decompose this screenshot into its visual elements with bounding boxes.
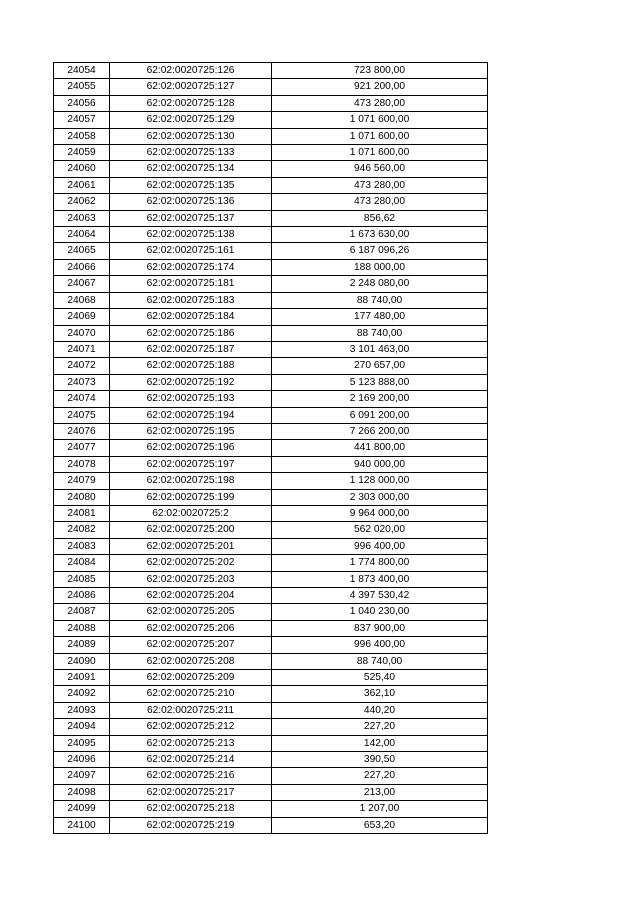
row-number-cell: 24094	[54, 719, 110, 735]
cadastral-number-cell: 62:02:0020725:209	[110, 670, 272, 686]
cadastral-number-cell: 62:02:0020725:183	[110, 292, 272, 308]
cadastral-number-cell: 62:02:0020725:214	[110, 752, 272, 768]
cadastral-value-cell: 5 123 888,00	[272, 374, 488, 390]
row-number-cell: 24056	[54, 95, 110, 111]
cadastral-value-cell: 723 800,00	[272, 63, 488, 79]
cadastral-value-cell: 270 657,00	[272, 358, 488, 374]
cadastral-number-cell: 62:02:0020725:204	[110, 588, 272, 604]
cadastral-number-cell: 62:02:0020725:202	[110, 555, 272, 571]
cadastral-number-cell: 62:02:0020725:126	[110, 63, 272, 79]
cadastral-number-cell: 62:02:0020725:133	[110, 145, 272, 161]
row-number-cell: 24095	[54, 735, 110, 751]
row-number-cell: 24074	[54, 391, 110, 407]
cadastral-number-cell: 62:02:0020725:210	[110, 686, 272, 702]
row-number-cell: 24069	[54, 309, 110, 325]
table-row	[54, 670, 488, 686]
cadastral-value-cell: 390,50	[272, 752, 488, 768]
cadastral-number-cell: 62:02:0020725:211	[110, 702, 272, 718]
row-number-cell: 24054	[54, 63, 110, 79]
row-number-cell: 24057	[54, 112, 110, 128]
row-number-cell: 24072	[54, 358, 110, 374]
table-body	[54, 63, 488, 834]
table-row	[54, 735, 488, 751]
cadastral-value-cell: 473 280,00	[272, 194, 488, 210]
table-row	[54, 620, 488, 636]
row-number-cell: 24058	[54, 128, 110, 144]
table-row	[54, 210, 488, 226]
row-number-cell: 24085	[54, 571, 110, 587]
table-row	[54, 588, 488, 604]
row-number-cell: 24087	[54, 604, 110, 620]
row-number-cell: 24090	[54, 653, 110, 669]
cadastral-number-cell: 62:02:0020725:207	[110, 637, 272, 653]
cadastral-number-cell: 62:02:0020725:199	[110, 489, 272, 505]
table-row	[54, 456, 488, 472]
table-row	[54, 407, 488, 423]
cadastral-value-table	[53, 62, 488, 834]
table-row	[54, 604, 488, 620]
table-row	[54, 801, 488, 817]
row-number-cell: 24092	[54, 686, 110, 702]
table-row	[54, 817, 488, 833]
cadastral-number-cell: 62:02:0020725:187	[110, 341, 272, 357]
cadastral-number-cell: 62:02:0020725:161	[110, 243, 272, 259]
row-number-cell: 24097	[54, 768, 110, 784]
row-number-cell: 24079	[54, 473, 110, 489]
table-row	[54, 719, 488, 735]
table-row	[54, 637, 488, 653]
cadastral-number-cell: 62:02:0020725:206	[110, 620, 272, 636]
cadastral-value-cell: 440,20	[272, 702, 488, 718]
cadastral-number-cell: 62:02:0020725:200	[110, 522, 272, 538]
cadastral-number-cell: 62:02:0020725:127	[110, 79, 272, 95]
cadastral-number-cell: 62:02:0020725:194	[110, 407, 272, 423]
cadastral-number-cell: 62:02:0020725:212	[110, 719, 272, 735]
cadastral-value-cell: 996 400,00	[272, 637, 488, 653]
row-number-cell: 24098	[54, 784, 110, 800]
cadastral-number-cell: 62:02:0020725:198	[110, 473, 272, 489]
cadastral-value-cell: 9 964 000,00	[272, 505, 488, 521]
row-number-cell: 24059	[54, 145, 110, 161]
table-row	[54, 473, 488, 489]
table-row	[54, 752, 488, 768]
table-row	[54, 95, 488, 111]
cadastral-number-cell: 62:02:0020725:205	[110, 604, 272, 620]
cadastral-value-cell: 2 169 200,00	[272, 391, 488, 407]
row-number-cell: 24099	[54, 801, 110, 817]
table-row	[54, 161, 488, 177]
row-number-cell: 24065	[54, 243, 110, 259]
cadastral-number-cell: 62:02:0020725:130	[110, 128, 272, 144]
cadastral-value-cell: 3 101 463,00	[272, 341, 488, 357]
table-row	[54, 177, 488, 193]
cadastral-value-cell: 473 280,00	[272, 177, 488, 193]
cadastral-value-cell: 946 560,00	[272, 161, 488, 177]
cadastral-number-cell: 62:02:0020725:134	[110, 161, 272, 177]
table-row	[54, 768, 488, 784]
cadastral-value-cell: 921 200,00	[272, 79, 488, 95]
table-row	[54, 227, 488, 243]
cadastral-number-cell: 62:02:0020725:201	[110, 538, 272, 554]
cadastral-number-cell: 62:02:0020725:219	[110, 817, 272, 833]
cadastral-value-cell: 996 400,00	[272, 538, 488, 554]
cadastral-value-cell: 227,20	[272, 768, 488, 784]
row-number-cell: 24086	[54, 588, 110, 604]
row-number-cell: 24055	[54, 79, 110, 95]
row-number-cell: 24067	[54, 276, 110, 292]
cadastral-value-cell: 562 020,00	[272, 522, 488, 538]
cadastral-value-cell: 940 000,00	[272, 456, 488, 472]
cadastral-value-cell: 2 248 080,00	[272, 276, 488, 292]
row-number-cell: 24077	[54, 440, 110, 456]
row-number-cell: 24082	[54, 522, 110, 538]
row-number-cell: 24093	[54, 702, 110, 718]
table-row	[54, 784, 488, 800]
row-number-cell: 24091	[54, 670, 110, 686]
row-number-cell: 24089	[54, 637, 110, 653]
row-number-cell: 24096	[54, 752, 110, 768]
cadastral-value-cell: 4 397 530,42	[272, 588, 488, 604]
table-row	[54, 292, 488, 308]
row-number-cell: 24073	[54, 374, 110, 390]
cadastral-value-cell: 6 091 200,00	[272, 407, 488, 423]
cadastral-value-cell: 142,00	[272, 735, 488, 751]
row-number-cell: 24061	[54, 177, 110, 193]
cadastral-value-cell: 6 187 096,26	[272, 243, 488, 259]
row-number-cell: 24068	[54, 292, 110, 308]
table-row	[54, 259, 488, 275]
cadastral-value-cell: 1 071 600,00	[272, 145, 488, 161]
cadastral-value-cell: 856,62	[272, 210, 488, 226]
cadastral-value-cell: 1 207,00	[272, 801, 488, 817]
cadastral-number-cell: 62:02:0020725:213	[110, 735, 272, 751]
table-row	[54, 325, 488, 341]
cadastral-value-cell: 88 740,00	[272, 325, 488, 341]
table-row	[54, 555, 488, 571]
row-number-cell: 24060	[54, 161, 110, 177]
table-row	[54, 341, 488, 357]
cadastral-value-cell: 177 480,00	[272, 309, 488, 325]
table-row	[54, 79, 488, 95]
cadastral-number-cell: 62:02:0020725:184	[110, 309, 272, 325]
table-row	[54, 63, 488, 79]
cadastral-number-cell: 62:02:0020725:216	[110, 768, 272, 784]
row-number-cell: 24071	[54, 341, 110, 357]
cadastral-value-cell: 653,20	[272, 817, 488, 833]
table-row	[54, 702, 488, 718]
cadastral-number-cell: 62:02:0020725:135	[110, 177, 272, 193]
cadastral-value-cell: 213,00	[272, 784, 488, 800]
cadastral-value-cell: 441 800,00	[272, 440, 488, 456]
table-row	[54, 128, 488, 144]
row-number-cell: 24080	[54, 489, 110, 505]
row-number-cell: 24076	[54, 423, 110, 439]
table-row	[54, 538, 488, 554]
table-row	[54, 358, 488, 374]
cadastral-number-cell: 62:02:0020725:192	[110, 374, 272, 390]
cadastral-value-cell: 1 673 630,00	[272, 227, 488, 243]
row-number-cell: 24064	[54, 227, 110, 243]
table-row	[54, 686, 488, 702]
cadastral-number-cell: 62:02:0020725:128	[110, 95, 272, 111]
cadastral-value-cell: 1 128 000,00	[272, 473, 488, 489]
cadastral-value-cell: 362,10	[272, 686, 488, 702]
row-number-cell: 24075	[54, 407, 110, 423]
cadastral-value-cell: 1 873 400,00	[272, 571, 488, 587]
cadastral-number-cell: 62:02:0020725:188	[110, 358, 272, 374]
cadastral-number-cell: 62:02:0020725:138	[110, 227, 272, 243]
cadastral-number-cell: 62:02:0020725:186	[110, 325, 272, 341]
table-row	[54, 276, 488, 292]
cadastral-number-cell: 62:02:0020725:195	[110, 423, 272, 439]
table-row	[54, 112, 488, 128]
cadastral-number-cell: 62:02:0020725:136	[110, 194, 272, 210]
cadastral-value-cell: 1 071 600,00	[272, 112, 488, 128]
cadastral-number-cell: 62:02:0020725:203	[110, 571, 272, 587]
row-number-cell: 24066	[54, 259, 110, 275]
table-row	[54, 653, 488, 669]
cadastral-number-cell: 62:02:0020725:181	[110, 276, 272, 292]
cadastral-number-cell: 62:02:0020725:217	[110, 784, 272, 800]
cadastral-value-cell: 1 774 800,00	[272, 555, 488, 571]
table-row	[54, 505, 488, 521]
table-row	[54, 423, 488, 439]
cadastral-value-cell: 88 740,00	[272, 292, 488, 308]
cadastral-number-cell: 62:02:0020725:174	[110, 259, 272, 275]
row-number-cell: 24063	[54, 210, 110, 226]
row-number-cell: 24084	[54, 555, 110, 571]
table-row	[54, 194, 488, 210]
row-number-cell: 24100	[54, 817, 110, 833]
cadastral-number-cell: 62:02:0020725:137	[110, 210, 272, 226]
cadastral-number-cell: 62:02:0020725:197	[110, 456, 272, 472]
table-row	[54, 571, 488, 587]
cadastral-number-cell: 62:02:0020725:208	[110, 653, 272, 669]
table-row	[54, 374, 488, 390]
cadastral-value-cell: 188 000,00	[272, 259, 488, 275]
row-number-cell: 24062	[54, 194, 110, 210]
table-row	[54, 522, 488, 538]
row-number-cell: 24081	[54, 505, 110, 521]
cadastral-value-cell: 1 040 230,00	[272, 604, 488, 620]
cadastral-value-cell: 837 900,00	[272, 620, 488, 636]
table-row	[54, 145, 488, 161]
cadastral-value-cell: 1 071 600,00	[272, 128, 488, 144]
cadastral-value-cell: 227,20	[272, 719, 488, 735]
cadastral-value-cell: 525,40	[272, 670, 488, 686]
cadastral-value-cell: 7 266 200,00	[272, 423, 488, 439]
table-row	[54, 440, 488, 456]
cadastral-number-cell: 62:02:0020725:129	[110, 112, 272, 128]
table-row	[54, 243, 488, 259]
cadastral-value-cell: 2 303 000,00	[272, 489, 488, 505]
row-number-cell: 24070	[54, 325, 110, 341]
cadastral-number-cell: 62:02:0020725:196	[110, 440, 272, 456]
row-number-cell: 24083	[54, 538, 110, 554]
cadastral-value-cell: 88 740,00	[272, 653, 488, 669]
cadastral-number-cell: 62:02:0020725:218	[110, 801, 272, 817]
table-row	[54, 489, 488, 505]
row-number-cell: 24078	[54, 456, 110, 472]
row-number-cell: 24088	[54, 620, 110, 636]
table-row	[54, 391, 488, 407]
table-row	[54, 309, 488, 325]
cadastral-number-cell: 62:02:0020725:2	[110, 505, 272, 521]
cadastral-value-cell: 473 280,00	[272, 95, 488, 111]
cadastral-number-cell: 62:02:0020725:193	[110, 391, 272, 407]
